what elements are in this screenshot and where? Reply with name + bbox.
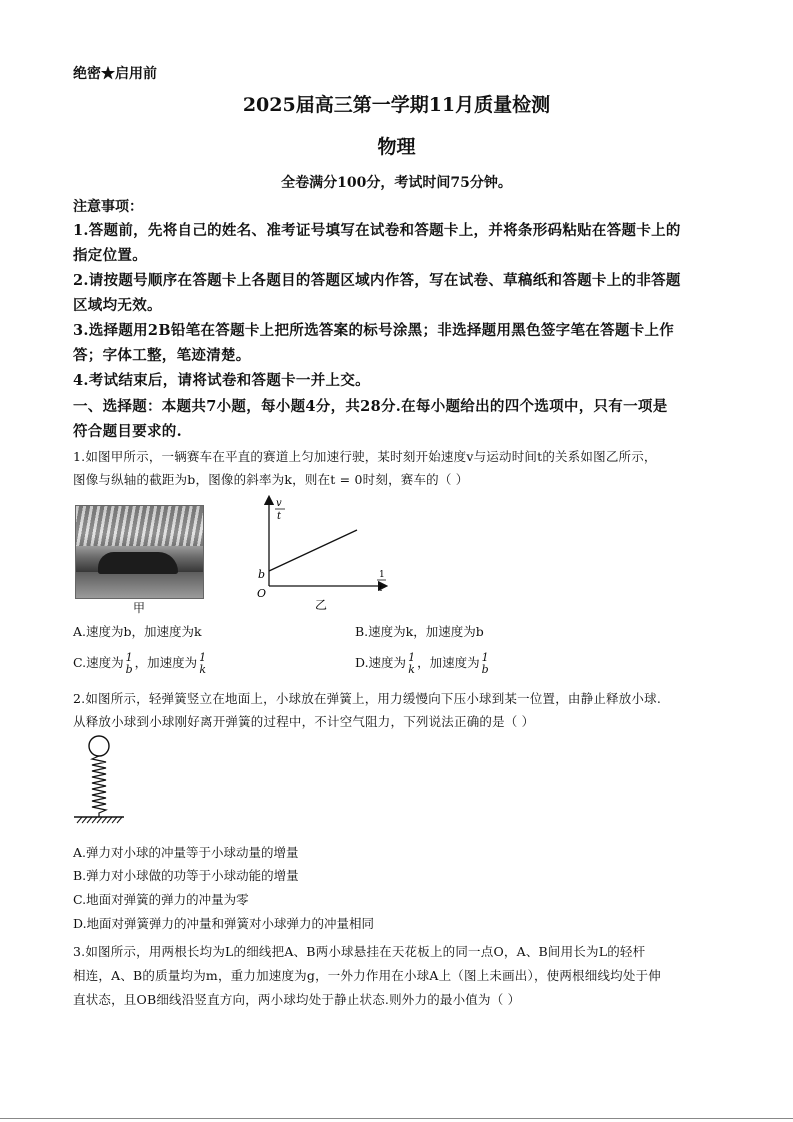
note-1a: 1.答题前，先将自己的姓名、准考证号填写在试卷和答题卡上，并将条形码粘贴在答题卡上的: [73, 222, 681, 239]
v-t-graph: [245, 490, 395, 615]
note-1b: 指定位置。: [73, 247, 147, 264]
q1-stem-2: 图像与纵轴的截距为b，图像的斜率为k，则在t = 0时刻，赛车的（ ）: [73, 472, 469, 487]
q2-stem-2: 从释放小球到小球刚好离开弹簧的过程中，不计空气阻力，下列说法正确的是（ ）: [73, 714, 535, 729]
graph-line: [269, 530, 357, 571]
q1-option-d-mid: ，加速度为: [417, 655, 480, 670]
note-3a: 3.选择题用2B铅笔在答题卡上把所选答案的标号涂黑；非选择题用黑色签字笔在答题卡上作: [73, 322, 675, 339]
fraction-one-over-k: 1 k: [199, 650, 207, 676]
q1-option-c-prefix: C.速度为: [73, 655, 124, 670]
q2-option-a[interactable]: A.弹力对小球的冲量等于小球动量的增量: [73, 845, 299, 860]
q2-option-d[interactable]: D.地面对弹簧弹力的冲量和弹簧对小球弹力的冲量相同: [73, 916, 375, 931]
x-label-num: 1: [379, 570, 385, 580]
q3-stem-1: 3.如图所示，用两根长均为L的细线把A、B两小球悬挂在天花板上的同一点O，A、B间用长为L的轻杆: [73, 944, 646, 959]
notes-heading: 注意事项：: [73, 199, 143, 215]
note-4: 4.考试结束后，请将试卷和答题卡一并上交。: [73, 372, 370, 389]
secret-label: 绝密★启用前: [73, 66, 157, 82]
q3-stem-3: 直状态，且OB细线沿竖直方向，两小球均处于静止状态.则外力的最小值为（ ）: [73, 992, 521, 1007]
q2-option-c[interactable]: C.地面对弹簧的弹力的冲量为零: [73, 892, 249, 907]
fig-label-jia: 甲: [133, 601, 146, 615]
fraction-one-over-b: 1 b: [125, 650, 133, 676]
intercept-label: b: [258, 568, 266, 581]
spring: [92, 756, 106, 817]
q3-stem-2: 相连，A、B的质量均为m，重力加速度为g，一外力作用在小球A上（图上未画出），使两根细线均处于伸: [73, 968, 661, 983]
exam-info: 全卷满分100分，考试时间75分钟。: [281, 175, 512, 191]
q1-stem-1: 1.如图甲所示，一辆赛车在平直的赛道上匀加速行驶，某时刻开始速度v与运动时间t的关系如图乙所示，: [73, 449, 657, 464]
ball: [89, 736, 109, 756]
y-label-den: t: [277, 511, 282, 522]
note-2a: 2.请按题号顺序在答题卡上各题目的答题区域内作答，写在试卷、草稿纸和答题卡上的非答题: [73, 272, 681, 289]
exam-title: 2025届高三第一学期11月质量检测: [242, 94, 551, 116]
q1-option-b[interactable]: B.速度为k，加速度为b: [355, 624, 484, 639]
section1-heading: 一、选择题：本题共7小题，每小题4分，共28分.在每小题给出的四个选项中，只有一项是: [73, 398, 668, 415]
note-2b: 区域均无效。: [73, 297, 162, 314]
q1-option-a[interactable]: A.速度为b，加速度为k: [73, 624, 202, 639]
y-label-num: v: [276, 498, 282, 509]
q1-option-c-mid: ，加速度为: [134, 655, 198, 670]
fraction-one-over-b: 1 b: [481, 650, 489, 676]
fig-label-yi: 乙: [315, 598, 328, 612]
ground-hatch: [77, 817, 122, 823]
q1-option-d-prefix: D.速度为: [355, 655, 407, 670]
spring-ball-figure: [72, 733, 128, 829]
section1-heading-cont: 符合题目要求的.: [73, 423, 182, 440]
q2-option-b[interactable]: B.弹力对小球做的功等于小球动能的增量: [73, 868, 299, 883]
x-label-den: t: [379, 584, 383, 594]
q1-option-d[interactable]: [355, 645, 491, 681]
q1-option-c[interactable]: [73, 645, 208, 681]
race-car-photo: [75, 505, 204, 599]
fraction-one-over-k: 1 k: [408, 650, 416, 676]
page-bottom-rule: [0, 1118, 793, 1119]
q2-stem-1: 2.如图所示，轻弹簧竖立在地面上，小球放在弹簧上，用力缓慢向下压小球到某一位置，由静止释放小球.: [73, 691, 662, 706]
subject-title: 物理: [377, 136, 416, 158]
origin-label: O: [257, 587, 267, 600]
note-3b: 答；字体工整，笔迹清楚。: [73, 347, 251, 364]
